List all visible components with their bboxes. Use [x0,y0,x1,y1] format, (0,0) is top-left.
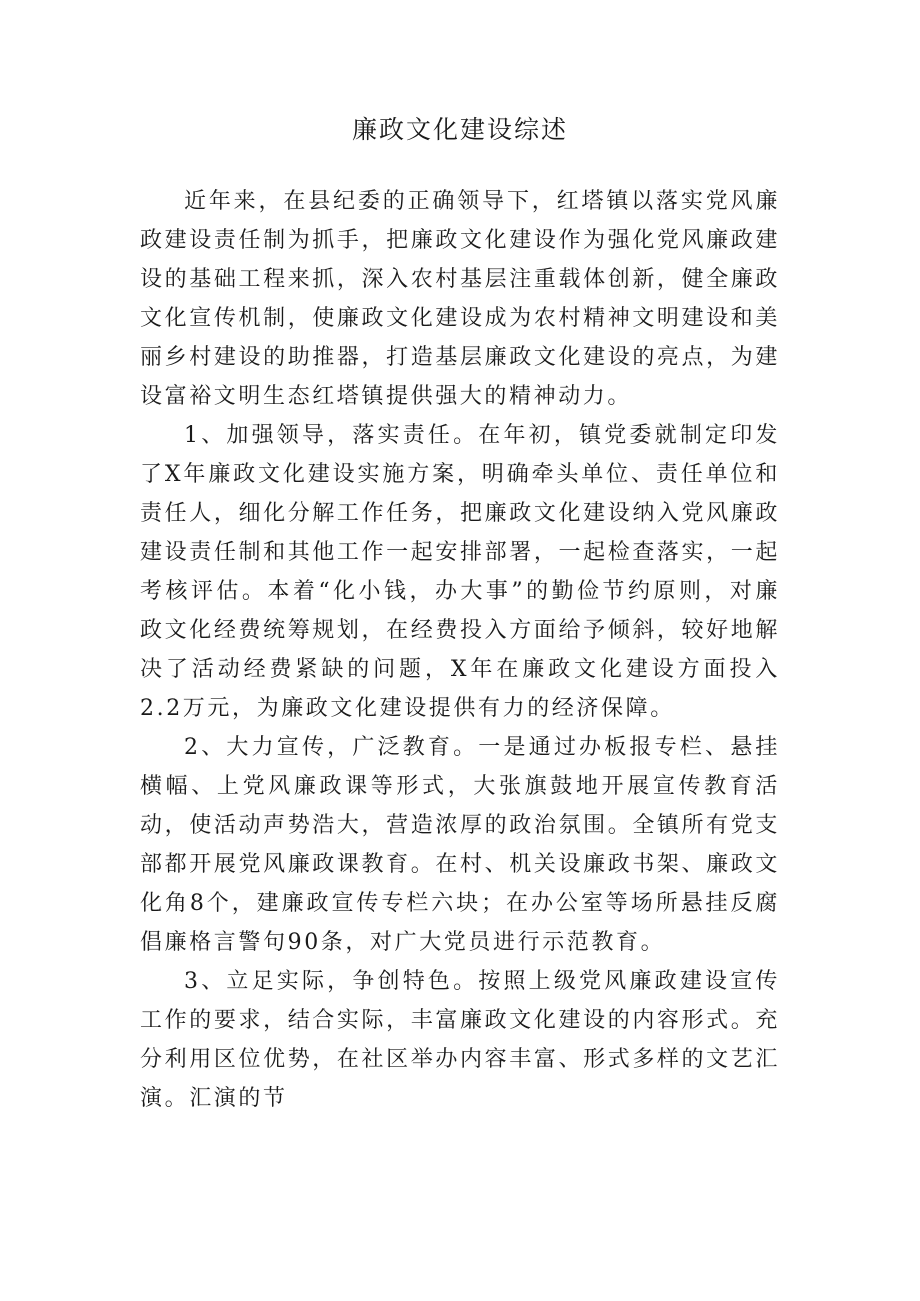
section-1-paragraph: 1、加强领导，落实责任。在年初，镇党委就制定印发了X年廉政文化建设实施方案，明确牵头单位、责任单位和责任人，细化分解工作任务，把廉政文化建设纳入党风廉政建设责任制和其他工作一起安排部署，一起检查落实，一起考核评估。本着“化小钱，办大事”的勤俭节约原则，对廉政文化经费统筹规划，在经费投入方面给予倾斜，较好地解决了活动经费紧缺的问题，X年在廉政文化建设方面投入2.2万元，为廉政文化建设提供有力的经济保障。 [140,423,780,721]
section-3-paragraph: 3、立足实际，争创特色。按照上级党风廉政建设宣传工作的要求，结合实际，丰富廉政文化建设的内容形式。充分利用区位优势，在社区举办内容丰富、形式多样的文艺汇演。汇演的节 [140,969,780,1111]
section-2-paragraph: 2、大力宣传，广泛教育。一是通过办板报专栏、悬挂横幅、上党风廉政课等形式，大张旗鼓地开展宣传教育活动，使活动声势浩大，营造浓厚的政治氛围。全镇所有党支部都开展党风廉政课教育。在村、机关设廉政书架、廉政文化角8个，建廉政宣传专栏六块；在办公室等场所悬挂反腐倡廉格言警句90条，对广大党员进行示范教育。 [140,735,780,955]
document-title: 廉政文化建设综述 [351,115,568,144]
document-body [140,182,780,1118]
intro-paragraph: 近年来，在县纪委的正确领导下，红塔镇以落实党风廉政建设责任制为抓手，把廉政文化建设作为强化党风廉政建设的基础工程来抓，深入农村基层注重载体创新，健全廉政文化宣传机制，使廉政文化建设成为农村精神文明建设和美丽乡村建设的助推器，打造基层廉政文化建设的亮点，为建设富裕文明生态红塔镇提供强大的精神动力。 [140,189,780,409]
